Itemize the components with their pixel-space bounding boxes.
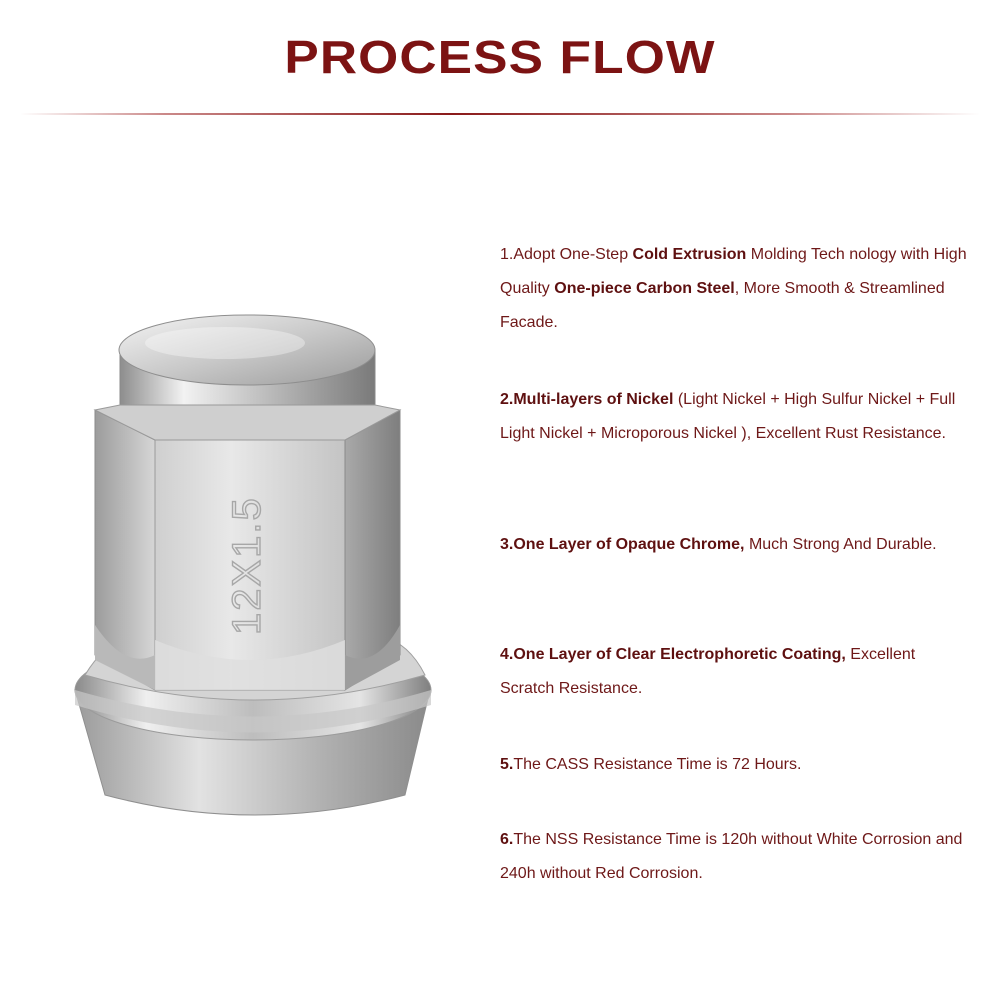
step-1-highlight-1: Cold Extrusion bbox=[632, 246, 747, 263]
step-1-middle: Molding Tech nology with High Quality bbox=[500, 246, 967, 297]
step-2 bbox=[500, 383, 970, 451]
step-5-number: 5. bbox=[500, 756, 514, 773]
step-1-highlight-2: One-piece Carbon Steel bbox=[554, 280, 735, 297]
step-3-rest: Much Strong And Durable. bbox=[744, 536, 937, 553]
step-6 bbox=[500, 823, 970, 891]
step-6-rest: The NSS Resistance Time is 120h without White Corrosion and 240h without Red Corrosion. bbox=[500, 831, 963, 882]
step-1 bbox=[500, 238, 970, 340]
step-2-highlight: 2.Multi-layers of Nickel bbox=[500, 391, 674, 408]
step-3-highlight: 3.One Layer of Opaque Chrome, bbox=[500, 536, 745, 553]
step-6-number: 6. bbox=[500, 831, 514, 848]
page-title: PROCESS FLOW bbox=[284, 31, 716, 83]
step-5 bbox=[500, 748, 970, 782]
step-2-rest: (Light Nickel + High Sulfur Nickel + Full Light Nickel + Microporous Nickel ), Excellent Rust Resistance. bbox=[500, 391, 956, 442]
lug-nut-illustration bbox=[55, 295, 455, 855]
thread-size-marking: 12X1.5 bbox=[225, 496, 269, 635]
step-4-rest: Excellent Scratch Resistance. bbox=[500, 646, 916, 697]
step-3 bbox=[500, 528, 970, 562]
title-divider bbox=[20, 113, 980, 115]
lug-nut-image bbox=[55, 295, 455, 855]
step-4-highlight: 4.One Layer of Clear Electrophoretic Coating, bbox=[500, 646, 846, 663]
step-1-rest: , More Smooth & Streamlined Facade. bbox=[500, 280, 945, 331]
step-1-prefix: 1.Adopt One-Step bbox=[500, 246, 633, 263]
step-5-rest: The CASS Resistance Time is 72 Hours. bbox=[513, 756, 802, 773]
step-4 bbox=[500, 638, 970, 706]
